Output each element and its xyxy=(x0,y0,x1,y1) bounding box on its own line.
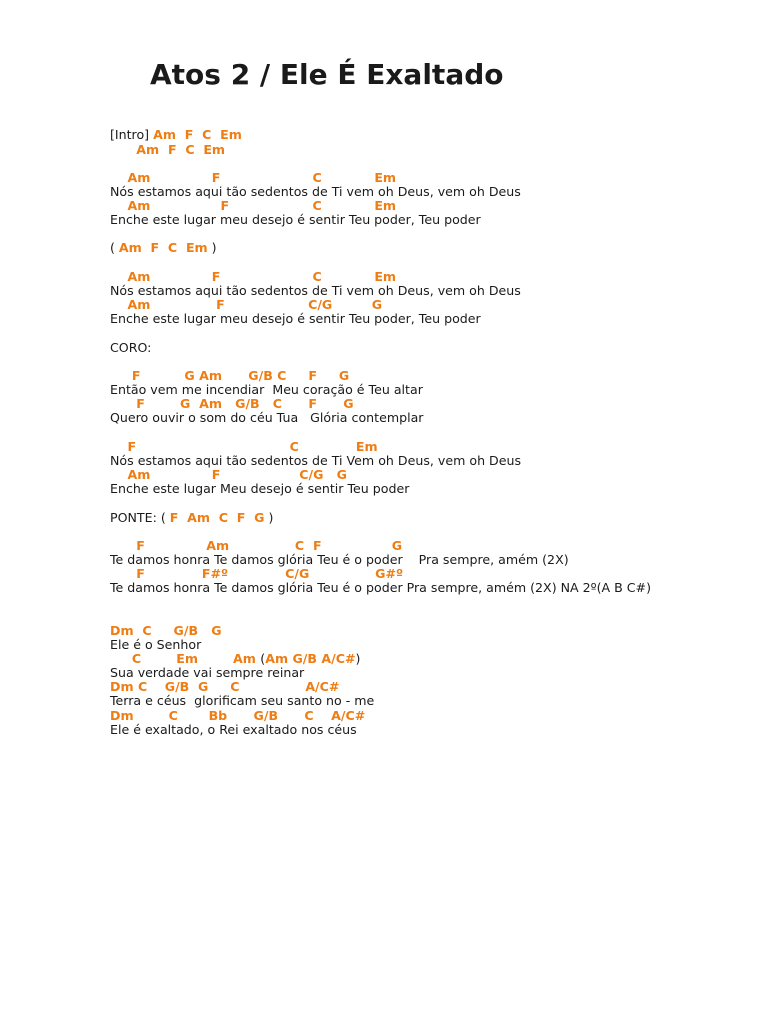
chord-line xyxy=(110,171,396,185)
lyric-line xyxy=(110,241,217,255)
chord-text: F G Am G/B C F G xyxy=(110,368,350,383)
chord-text: F C Em xyxy=(110,439,378,454)
chord-line xyxy=(110,298,382,312)
lyric-text: Te damos honra Te damos glória Teu é o poder Pra sempre, amém (2X) NA 2º(A B C#) xyxy=(110,580,652,595)
chord-text: F Am C F G xyxy=(169,510,265,525)
lyric-line xyxy=(110,581,651,595)
lyric-text: Nós estamos aqui tão sedentos de Ti vem oh Deus, vem oh Deus xyxy=(110,184,521,199)
lyric-text: Terra e céus glorificam seu santo no - me xyxy=(110,693,375,708)
lyric-text: Ele é exaltado, o Rei exaltado nos céus xyxy=(110,722,357,737)
lyric-line xyxy=(110,553,569,567)
lyric-text: Enche este lugar meu desejo é sentir Teu poder, Teu poder xyxy=(110,311,481,326)
chord-text: Am F C Em xyxy=(110,170,397,185)
lyric-line xyxy=(110,128,242,142)
chord-text: Dm C G/B G xyxy=(110,623,222,638)
chord-text: Am F C Em xyxy=(153,127,242,142)
lyric-text: ) xyxy=(355,651,361,666)
chord-text: Am F C Em xyxy=(110,269,397,284)
lyric-line xyxy=(110,511,273,525)
song-title: Atos 2 / Ele É Exaltado xyxy=(150,58,504,91)
lyric-text: ) xyxy=(264,510,274,525)
chord-line xyxy=(110,440,378,454)
lyric-line xyxy=(110,185,521,199)
lyric-line xyxy=(110,383,423,397)
chord-line xyxy=(110,468,347,482)
lyric-line xyxy=(110,652,360,666)
chord-line xyxy=(110,539,402,553)
lyric-text: Te damos honra Te damos glória Teu é o poder Pra sempre, amém (2X) xyxy=(110,552,569,567)
chord-text: Am F C/G G xyxy=(110,467,347,482)
chord-text: F F#º C/G G#º xyxy=(110,566,404,581)
chord-text: Dm C G/B G C A/C# xyxy=(110,679,340,694)
chord-text: Am G/B A/C# xyxy=(265,651,356,666)
chord-text: Am F C/G G xyxy=(110,297,383,312)
lyric-line xyxy=(110,482,409,496)
lyric-line xyxy=(110,213,481,227)
lyric-text: Sua verdade vai sempre reinar xyxy=(110,665,305,680)
lyric-text: Ele é o Senhor xyxy=(110,637,202,652)
lyric-text: CORO: xyxy=(110,340,152,355)
lyric-text: Enche este lugar meu desejo é sentir Teu poder, Teu poder xyxy=(110,212,481,227)
lyric-line xyxy=(110,454,521,468)
chord-line xyxy=(110,567,403,581)
lyric-text: ( xyxy=(260,651,266,666)
chord-line xyxy=(110,199,396,213)
lyric-line xyxy=(110,411,423,425)
lyric-text: Nós estamos aqui tão sedentos de Ti vem oh Deus, vem oh Deus xyxy=(110,283,521,298)
lyric-line xyxy=(110,723,357,737)
lyric-line xyxy=(110,341,151,355)
chord-text: Am F C Em xyxy=(110,142,226,157)
chord-line xyxy=(110,397,354,411)
lyric-text: Nós estamos aqui tão sedentos de Ti Vem oh Deus, vem oh Deus xyxy=(110,453,522,468)
lyric-line xyxy=(110,666,304,680)
chord-text: Am F C Em xyxy=(110,198,397,213)
lyric-text: ( xyxy=(110,240,119,255)
lyric-line xyxy=(110,312,481,326)
chord-line xyxy=(110,680,339,694)
lyric-line xyxy=(110,638,201,652)
chord-line xyxy=(110,270,396,284)
lyric-text: Quero ouvir o som do céu Tua Glória contemplar xyxy=(110,410,424,425)
chord-text: Am F C Em xyxy=(118,240,208,255)
chord-text: F Am C F G xyxy=(110,538,403,553)
chord-text: C Em Am xyxy=(110,651,261,666)
chord-text: Dm C Bb G/B C A/C# xyxy=(110,708,366,723)
lyric-line xyxy=(110,284,521,298)
lyric-text: Então vem me incendiar Meu coração é Teu altar xyxy=(110,382,423,397)
chord-line xyxy=(110,369,349,383)
lyric-text: ) xyxy=(207,240,217,255)
lyric-text: PONTE: ( xyxy=(110,510,170,525)
lyric-text: [Intro] xyxy=(110,127,154,142)
chord-line xyxy=(110,709,365,723)
chord-line xyxy=(110,624,222,638)
lyric-line xyxy=(110,694,374,708)
lyric-text: Enche este lugar Meu desejo é sentir Teu poder xyxy=(110,481,410,496)
chord-text: F G Am G/B C F G xyxy=(110,396,354,411)
chord-line xyxy=(110,143,225,157)
